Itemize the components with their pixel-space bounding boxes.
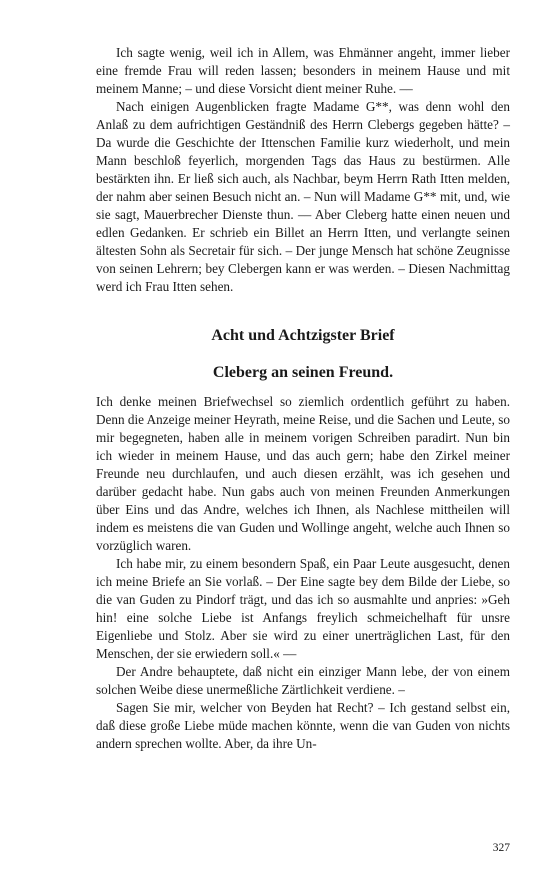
letter-sender-heading: Cleberg an seinen Freund. <box>212 364 394 381</box>
paragraph: Sagen Sie mir, welcher von Beyden hat Recht? – Ich gestand selbst ein, daß diese große Liebe müde machen könnte, wenn die van Guden von nichts andern sprechen wollte. Aber, da ihre Un- <box>96 700 510 751</box>
paragraph: Ich denke meinen Briefwechsel so ziemlich ordentlich geführt zu haben. Denn die Anzeige meiner Heyrath, meine Reise, und die Sachen und Leute, so mir begegneten, haben alle in meinem vorigen Schreiben paradirt. Nun bin ich wieder in meinem Hause, und das auch gern; habe den Zirkel meiner Freunde neu durchlaufen, und auch diesen erzählt, was ich gesehen und darüber gedacht habe. Nun gabs auch von meinen Freunden Anmerkungen über Eins und das Andre, welches ich Ihnen, als Nachlese mittheilen will indem es meistens die van Guden und Wollinge angeht, welche auch Ihnen so vorzüglich waren. <box>96 394 510 553</box>
paragraph: Ich habe mir, zu einem besondern Spaß, ein Paar Leute ausgesucht, denen ich meine Briefe an Sie vorlaß. – Der Eine sagte bey dem Bilde der Liebe, so die van Guden zu Pindorf trägt, und das ich so ausmahlte und anpries: »Geh hin! eine solche Liebe ist Anfangs freylich schmeichelhaft für unsre Eigenliebe und Stolz. Aber sie wird zu einer unerträglichen Last, für den Menschen, der sie erwiedern soll.« –– <box>96 556 510 661</box>
letter-heading: Acht und Achtzigster Brief <box>211 327 395 344</box>
paragraph: Der Andre behauptete, daß nicht ein einziger Mann lebe, der von einem solchen Weibe diese unermeßliche Zärtlichkeit verdiene. – <box>96 664 510 697</box>
paragraph: Nach einigen Augenblicken fragte Madame G**, was denn wohl den Anlaß zu dem aufrichtigen Geständniß des Herrn Clebergs gegeben hätte? – Da wurde die Geschichte der Ittenschen Familie kurz wiederholt, und mein Mann beschloß feyerlich, morgenden Tags das Haus zu bestürmen. Alle bestärkten ihn. Er ließ sich auch, als Nachbar, beym Herrn Rath Itten melden, der nahm aber seinen Besuch nicht an. – Nun will Madame G** mit, und, wie sie sagt, Mauerbrecher Dienste thun. –– Aber Cleberg hatte einen neuen und edlen Gedanken. Er schrieb ein Billet an Herrn Itten, und verlangte seinen ältesten Sohn als Secretair für sich. – Der junge Mensch hat schöne Zeugnisse von seinen Lehrern; bey Clebergen kann er was werden. – Diesen Nachmittag werd ich Frau Itten sehen. <box>96 99 510 294</box>
page-text-block <box>96 44 510 753</box>
page-number: 327 <box>492 842 510 854</box>
paragraph: Ich sagte wenig, weil ich in Allem, was Ehmänner angeht, immer lieber eine fremde Frau will reden lassen; besonders in meinem Hause und mit meinem Manne; – und diese Vorsicht dient meiner Ruhe. –– <box>96 45 510 96</box>
